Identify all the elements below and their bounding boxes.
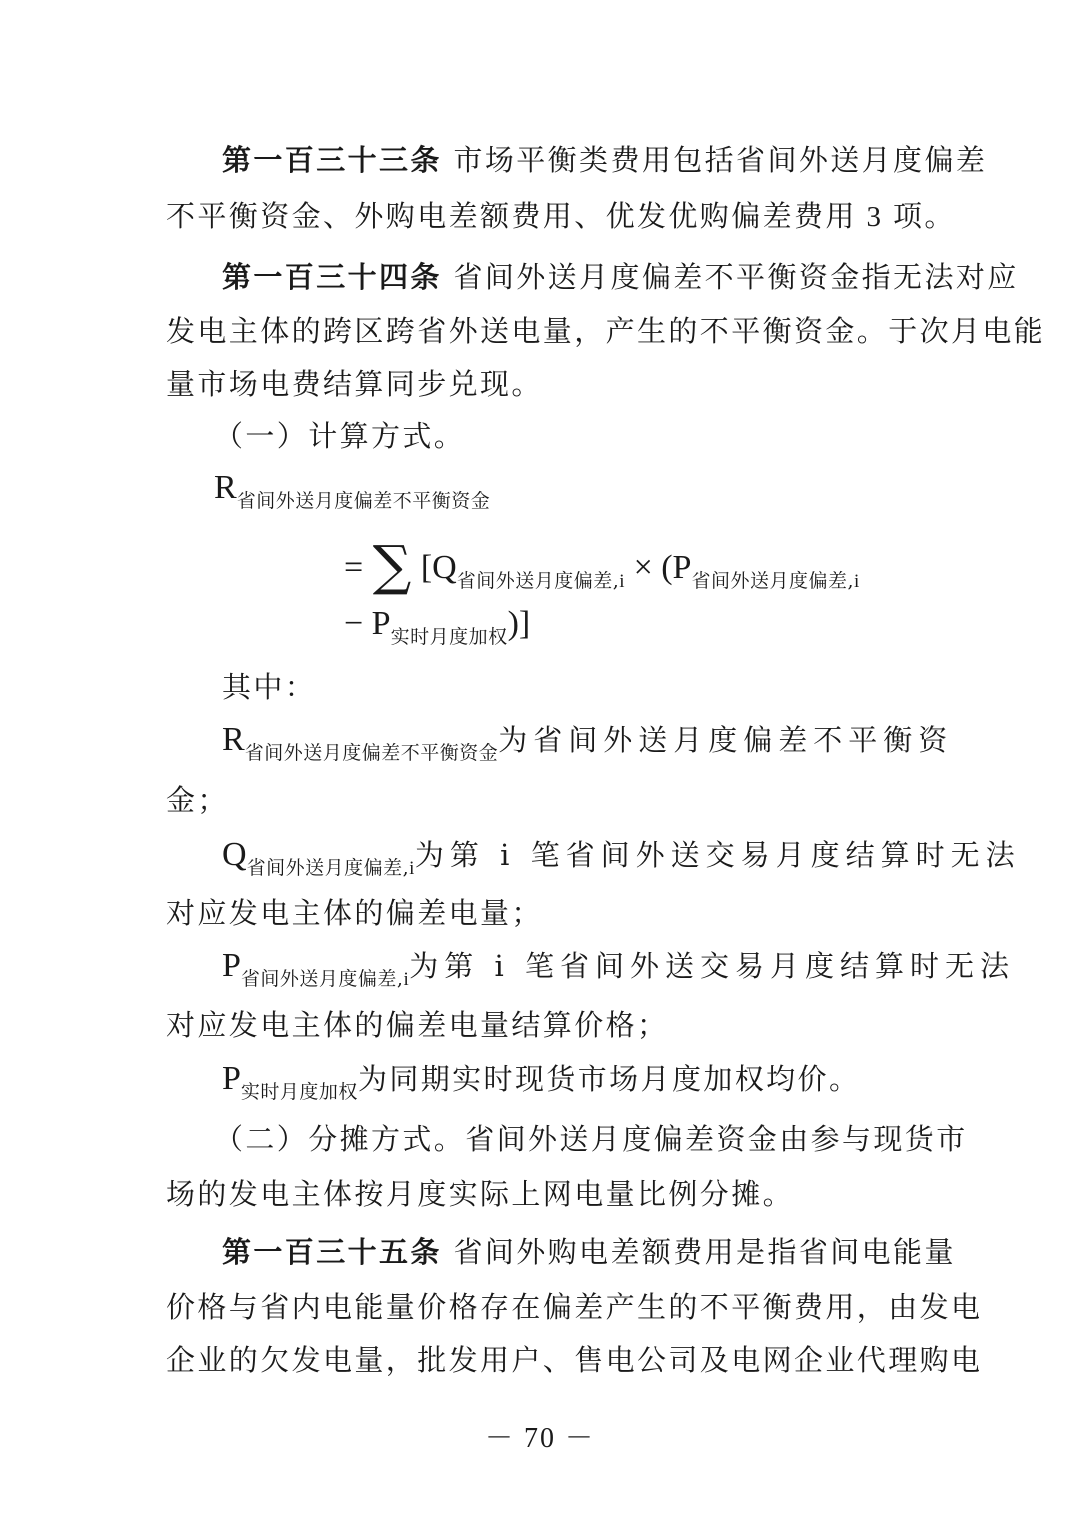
article-135-line-2 bbox=[166, 1287, 983, 1327]
formula-lhs bbox=[214, 468, 490, 512]
formula-p-subscript: 省间外送月度偏差, bbox=[691, 570, 855, 592]
alloc-text-1: （二）分摊方式。省间外送月度偏差资金由参与现货市 bbox=[214, 1122, 968, 1156]
def-r-line-2 bbox=[166, 780, 916, 820]
formula-q-subscript-i: i bbox=[619, 571, 626, 592]
formula-times-p: × (P bbox=[625, 549, 692, 586]
def-q-text-1: 为第 i 笔省间外送交易月度结算时无法 bbox=[414, 838, 1021, 872]
def-q-subscript-i: i bbox=[409, 858, 415, 879]
def-q-line-2 bbox=[166, 893, 916, 933]
article-134-line-3 bbox=[166, 364, 916, 404]
formula-p-subscript-i: i bbox=[854, 571, 860, 592]
article-134-text-2: 发电主体的跨区跨省外送电量，产生的不平衡资金。于次月电能 bbox=[166, 314, 1046, 348]
article-134-line-1 bbox=[222, 257, 1019, 297]
def-r-subscript: 省间外送月度偏差不平衡资金 bbox=[244, 742, 499, 764]
formula-open-q: [Q bbox=[420, 549, 457, 586]
article-133-title: 第一百三十三条 bbox=[222, 143, 442, 177]
alloc-line-2 bbox=[166, 1174, 916, 1214]
formula-rhs-line-2 bbox=[344, 604, 530, 648]
article-133-text-2: 不平衡资金、外购电差额费用、优发优购偏差费用 bbox=[166, 199, 857, 233]
def-p-text-2: 对应发电主体的偏差电量结算价格； bbox=[166, 1008, 669, 1042]
def-q-line-1 bbox=[222, 835, 1021, 880]
formula-sum-icon: ∑ bbox=[372, 534, 412, 597]
formula-minus-p: − P bbox=[344, 605, 391, 642]
formula-rt-subscript: 实时月度加权 bbox=[390, 626, 508, 648]
def-prt-subscript: 实时月度加权 bbox=[240, 1081, 358, 1103]
def-r-line-1 bbox=[222, 720, 954, 764]
where-text: 其中： bbox=[222, 670, 317, 704]
def-r-text-2: 金； bbox=[166, 783, 229, 817]
alloc-text-2: 场的发电主体按月度实际上网电量比例分摊。 bbox=[166, 1177, 795, 1211]
article-135-line-3 bbox=[166, 1340, 983, 1380]
where-line bbox=[222, 667, 916, 707]
article-134-text-3: 量市场电费结算同步兑现。 bbox=[166, 367, 543, 401]
def-prt-symbol: P bbox=[222, 1060, 241, 1097]
article-133-line-2 bbox=[166, 196, 956, 237]
article-133-count: 3 bbox=[866, 201, 884, 233]
def-r-symbol: R bbox=[222, 721, 245, 758]
article-135-title: 第一百三十五条 bbox=[222, 1235, 442, 1269]
def-p-subscript: 省间外送月度偏差, bbox=[240, 968, 404, 990]
article-134-title: 第一百三十四条 bbox=[222, 260, 442, 294]
article-133-text-3: 项。 bbox=[893, 199, 956, 233]
def-q-text-2: 对应发电主体的偏差电量； bbox=[166, 896, 543, 930]
article-133-text-1: 市场平衡类费用包括省间外送月度偏差 bbox=[453, 143, 988, 177]
def-p-line-1 bbox=[222, 946, 1015, 991]
def-p-text-1: 为第 i 笔省间外送交易月度结算时无法 bbox=[409, 949, 1015, 983]
calc-heading-text: （一）计算方式。 bbox=[214, 419, 466, 453]
def-q-subscript: 省间外送月度偏差, bbox=[246, 857, 410, 879]
alloc-line-1 bbox=[214, 1119, 968, 1159]
article-135-line-1 bbox=[222, 1232, 956, 1272]
def-r-text-1: 为省间外送月度偏差不平衡资 bbox=[498, 723, 954, 757]
article-135-text-3: 企业的欠发电量，批发用户、售电公司及电网企业代理购电 bbox=[166, 1343, 983, 1377]
calc-heading bbox=[214, 416, 964, 456]
def-prt-line-1 bbox=[222, 1059, 916, 1103]
formula-lhs-symbol: R bbox=[214, 469, 237, 506]
def-p-line-2 bbox=[166, 1005, 916, 1045]
article-134-text-1: 省间外送月度偏差不平衡资金指无法对应 bbox=[453, 260, 1019, 294]
formula-lhs-subscript: 省间外送月度偏差不平衡资金 bbox=[236, 490, 491, 512]
def-p-symbol: P bbox=[222, 947, 241, 984]
formula-close: )] bbox=[507, 605, 531, 642]
article-134-line-2 bbox=[166, 311, 1046, 351]
formula-rhs-line-1 bbox=[344, 534, 860, 597]
article-135-text-2: 价格与省内电能量价格存在偏差产生的不平衡费用，由发电 bbox=[166, 1290, 983, 1324]
def-p-subscript-i: i bbox=[403, 969, 410, 990]
article-133-line-1 bbox=[222, 140, 988, 180]
article-135-text-1: 省间外购电差额费用是指省间电能量 bbox=[453, 1235, 956, 1269]
page-number: － 70 － bbox=[484, 1423, 595, 1454]
def-q-symbol: Q bbox=[222, 836, 247, 873]
formula-equals: = bbox=[344, 549, 364, 586]
def-prt-text-1: 为同期实时现货市场月度加权均价。 bbox=[357, 1062, 861, 1096]
formula-q-subscript: 省间外送月度偏差, bbox=[456, 570, 620, 592]
